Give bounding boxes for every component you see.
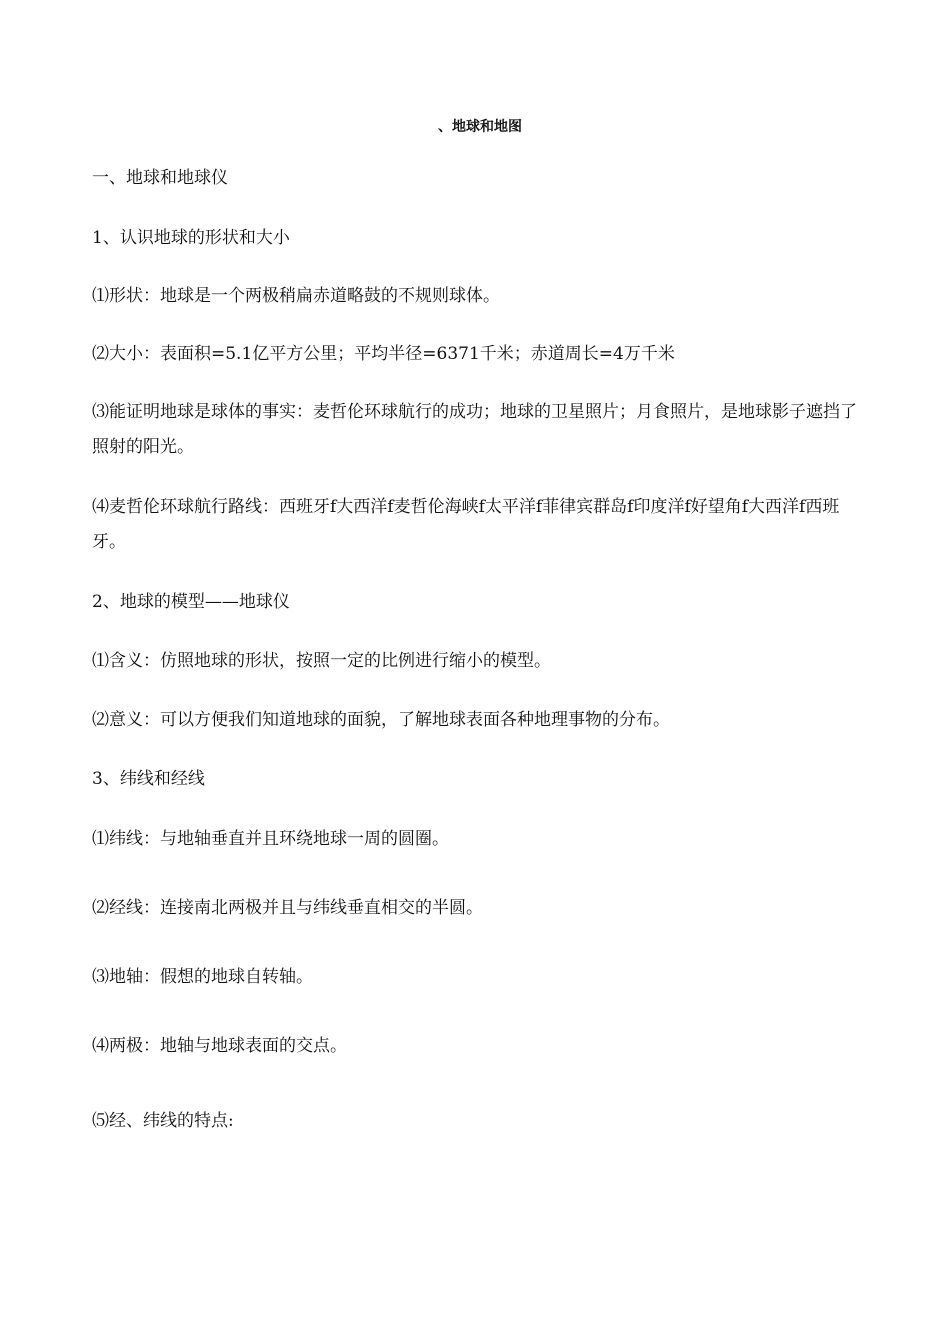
paragraph: ⑸经、纬线的特点:	[92, 1111, 234, 1131]
document-title: 、地球和地图	[438, 119, 522, 135]
paragraph: ⑷两极：地轴与地球表面的交点。	[92, 1036, 347, 1056]
paragraph: ⑴纬线：与地轴垂直并且环绕地球一周的圆圈。	[92, 829, 449, 849]
section-heading: 一、地球和地球仪	[92, 168, 228, 188]
paragraph: ⑴形状：地球是一个两极稍扁赤道略鼓的不规则球体。	[92, 286, 500, 306]
paragraph: ⑴含义：仿照地球的形状，按照一定的比例进行缩小的模型。	[92, 651, 551, 671]
paragraph: ⑵经线：连接南北两极并且与纬线垂直相交的半圆。	[92, 898, 483, 918]
subsection-heading: 3、纬线和经线	[92, 769, 205, 789]
subsection-heading: 1、认识地球的形状和大小	[92, 228, 290, 248]
subsection-heading: 2、地球的模型——地球仪	[92, 592, 290, 612]
paragraph: ⑶地轴：假想的地球自转轴。	[92, 967, 313, 987]
paragraph: ⑵大小：表面积=5.1亿平方公里；平均半径=6371千米；赤道周长=4万千米	[92, 344, 675, 364]
paragraph: ⑵意义：可以方便我们知道地球的面貌，了解地球表面各种地理事物的分布。	[92, 710, 670, 730]
paragraph: ⑶能证明地球是球体的事实：麦哲伦环球航行的成功；地球的卫星照片；月食照片，是地球影子遮挡了照射的阳光。	[92, 402, 857, 457]
paragraph: ⑷麦哲伦环球航行路线：西班牙f大西洋f麦哲伦海峡f太平洋f菲律宾群岛f印度洋f好望角f大西洋f西班牙。	[92, 497, 840, 552]
